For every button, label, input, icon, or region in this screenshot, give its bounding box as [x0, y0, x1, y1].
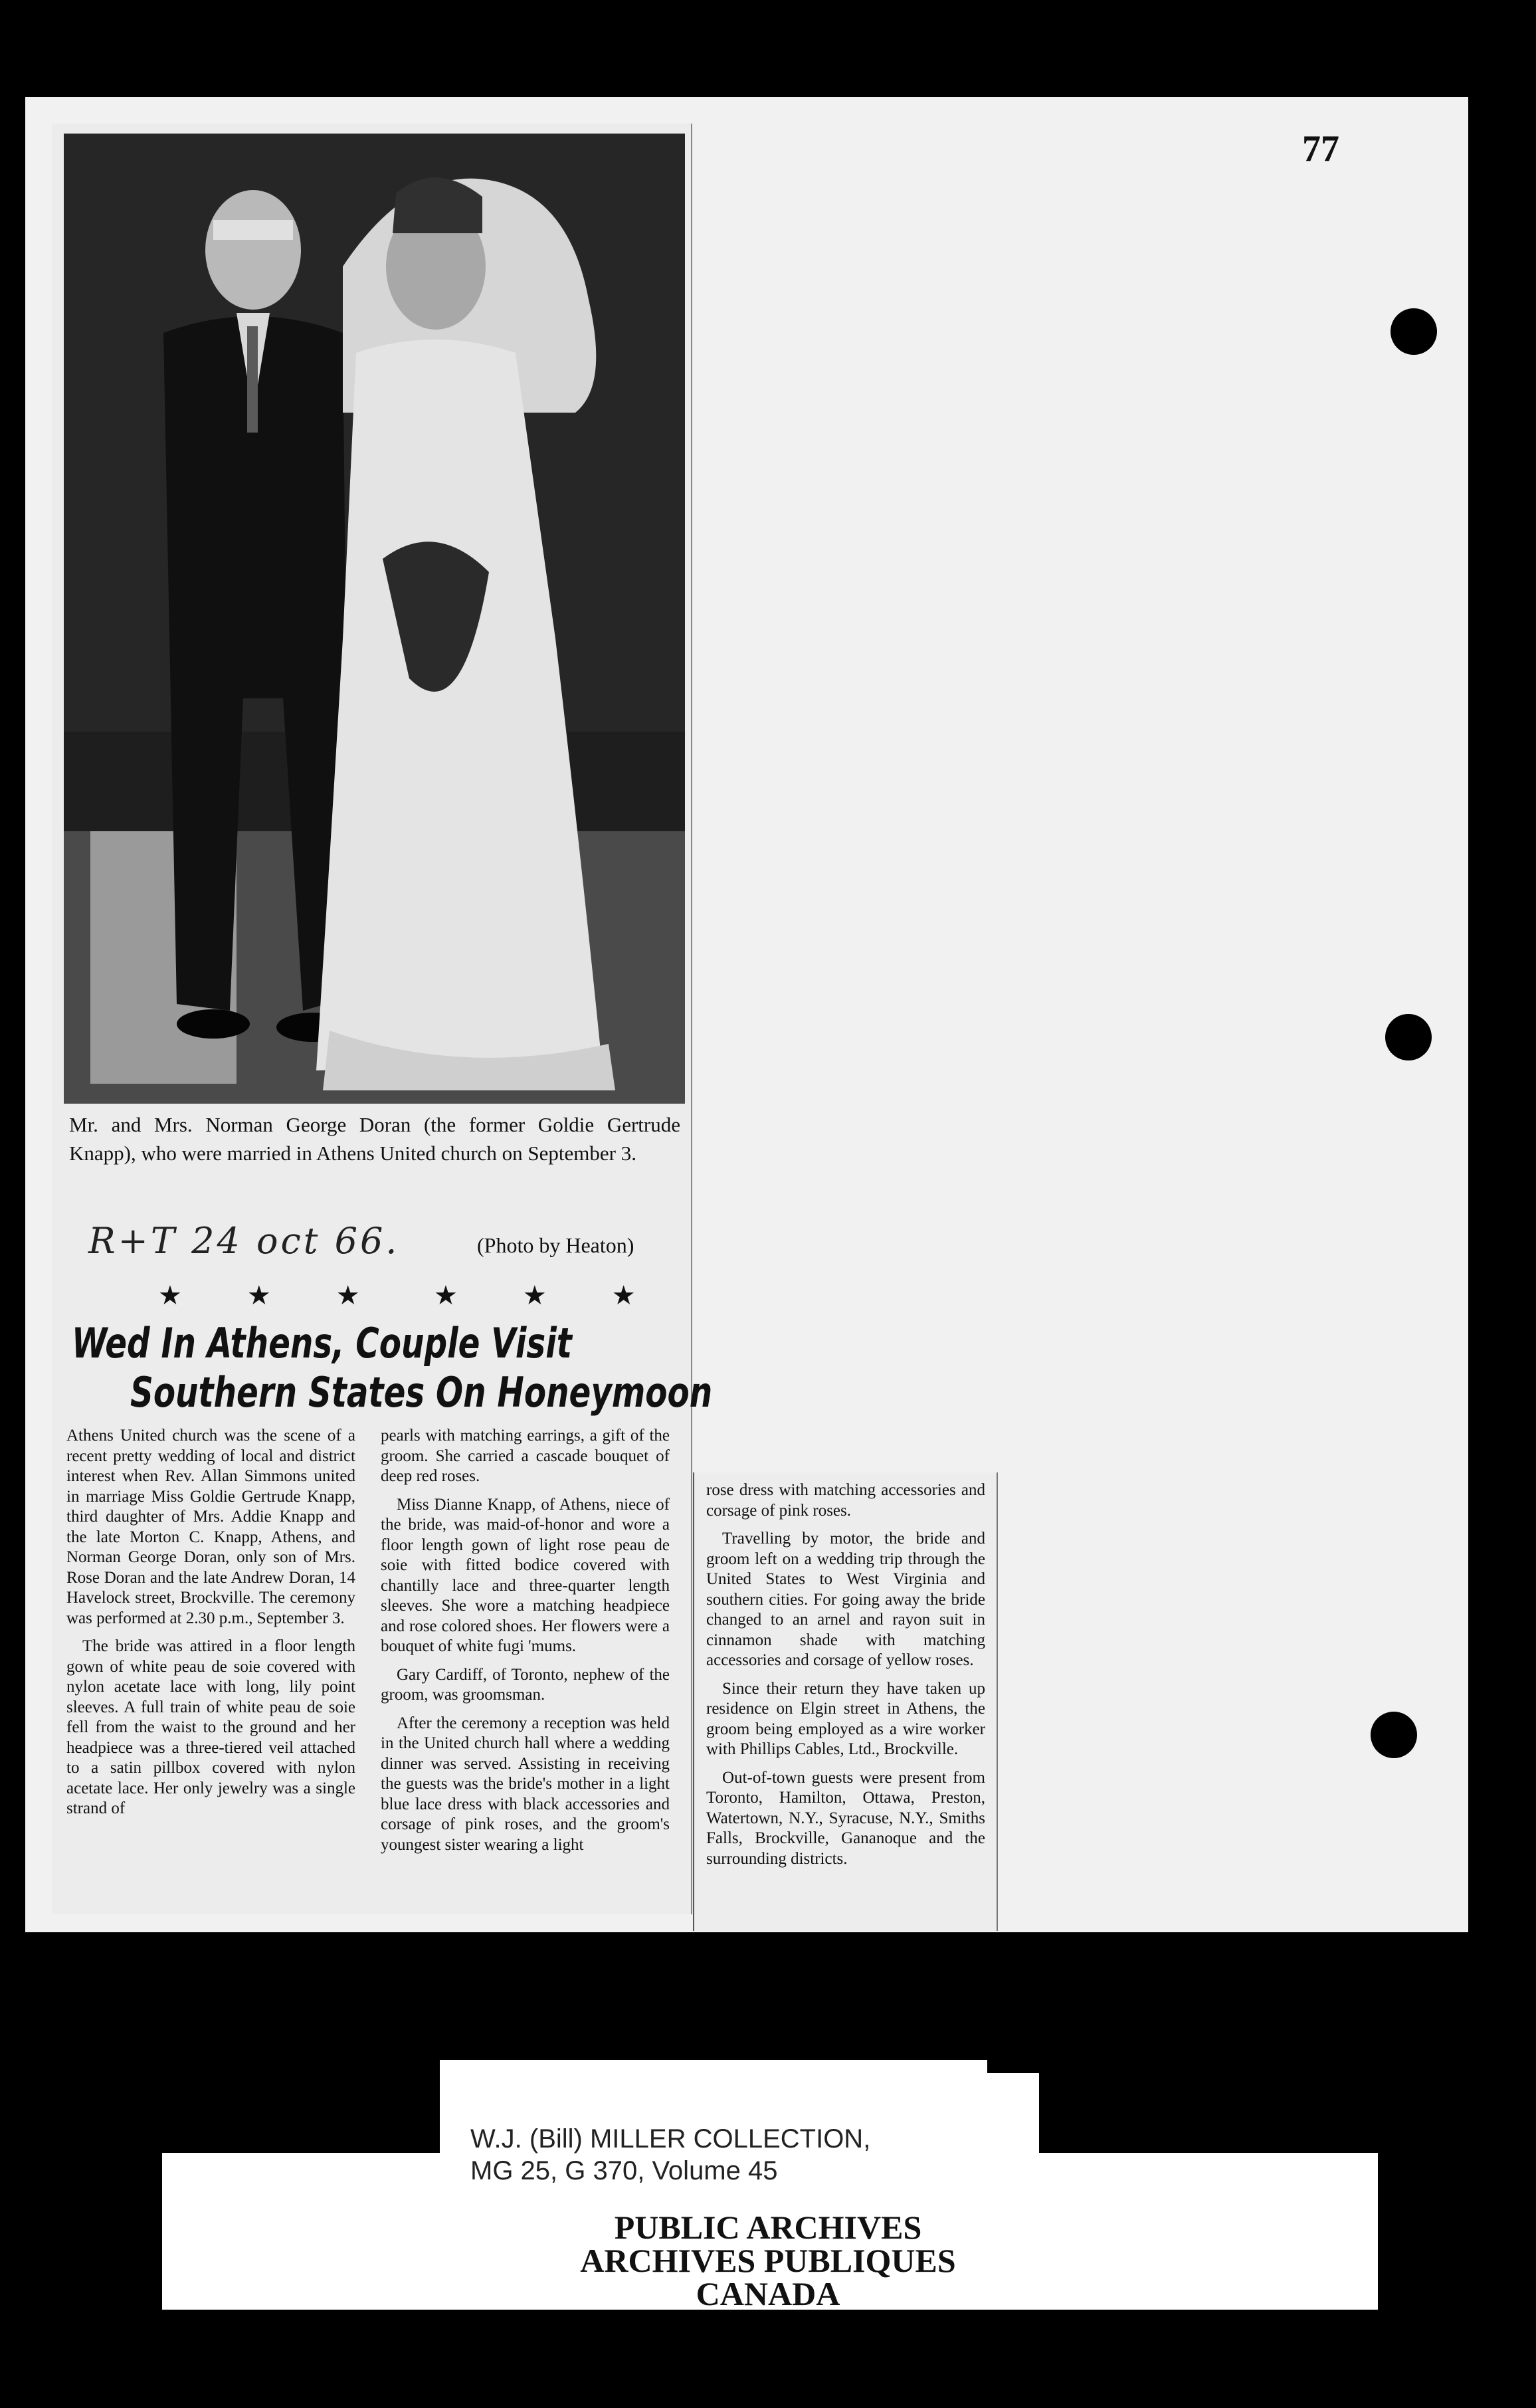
binder-hole: [1371, 1712, 1417, 1758]
article-paragraph: Out-of-town guests were present from Toronto, Hamilton, Ottawa, Preston, Watertown, N.Y., Syracuse, N.Y., Smiths Falls, Brockville, Gananoque and the surrounding districts.: [706, 1768, 985, 1868]
binder-hole: [1391, 308, 1437, 355]
article-column-2: [381, 1426, 670, 1855]
headline-line-1: Wed In Athens, Couple Visit: [72, 1319, 572, 1367]
scrapbook-page: [25, 97, 1468, 1932]
article-column-1: [66, 1426, 355, 1819]
collection-label-line: MG 25, G 370, Volume 45: [470, 2156, 778, 2185]
archive-stamp-line: CANADA: [696, 2275, 840, 2312]
article-paragraph: pearls with matching earrings, a gift of the groom. She carried a cascade bouquet of deep red roses.: [381, 1427, 670, 1485]
article-paragraph: Travelling by motor, the bride and groom left on a wedding trip through the United States to West Virginia and southern cities. For going away the bride changed to an arnel and rayon suit in cinnamon shade with matching accessories and corsage of yellow roses.: [706, 1530, 985, 1669]
binder-hole: [1385, 1014, 1432, 1060]
wedding-photo: [64, 134, 685, 1104]
photo-credit: (Photo by Heaton): [477, 1233, 634, 1257]
collection-label: [470, 2123, 870, 2187]
article-paragraph: rose dress with matching accessories and corsage of pink roses.: [706, 1481, 985, 1520]
star-divider: ★ ★ ★: [434, 1280, 665, 1310]
archive-stamp-line: ARCHIVES PUBLIQUES: [580, 2242, 956, 2279]
archive-stamp-line: PUBLIC ARCHIVES: [614, 2209, 922, 2246]
article-paragraph: Gary Cardiff, of Toronto, nephew of the groom, was groomsman.: [381, 1665, 670, 1704]
article-paragraph: Miss Dianne Knapp, of Athens, niece of the bride, was maid-of-honor and wore a floor length gown of light rose peau de soie with fitted bodice covered with chantilly lace and three-quarter length sleeves. She wore a matching headpiece and rose colored shoes. Her flowers were a bouquet of white fugi 'mums.: [381, 1495, 670, 1655]
collection-label-line: W.J. (Bill) MILLER COLLECTION,: [470, 2124, 871, 2154]
handwritten-note: R+T 24 oct 66.: [88, 1220, 400, 1262]
newspaper-clipping: [52, 124, 985, 1911]
article-paragraph: Since their return they have taken up residence on Elgin street in Athens, the groom being employed as a wire worker with Phillips Cables, Ltd., Brockville.: [706, 1679, 985, 1758]
article-paragraph: Athens United church was the scene of a recent pretty wedding of local and district interest when Rev. Allan Simmons united in marriage Miss Goldie Gertrude Knapp, third daughter of Mrs. Addie Knapp and the late Morton C. Knapp, Athens, and Norman George Doran, only son of Mrs. Rose Doran and the late Andrew Doran, 14 Havelock street, Brockville. The ceremony was performed at 2.30 p.m., September 3.: [66, 1427, 355, 1627]
star-divider: ★ ★ ★: [158, 1280, 389, 1310]
article-paragraph: The bride was attired in a floor length gown of white peau de soie covered with nylon acetate lace with long, lily point sleeves. A full train of white peau de soie fell from the waist to the ground and her headpiece was a three-tiered veil attached to a satin pillbox covered with nylon acetate lace. Her only jewelry was a single strand of: [66, 1637, 355, 1817]
article-column-3: [706, 1480, 985, 1869]
wedding-couple-illustration: [64, 134, 685, 1104]
photo-caption: Mr. and Mrs. Norman George Doran (the former Goldie Gertrude Knapp), who were married in Athens United church on September 3.: [69, 1113, 680, 1165]
headline-line-2: Southern States On Honeymoon: [130, 1368, 713, 1417]
article-paragraph: After the ceremony a reception was held in the United church hall where a wedding dinner was served. Assisting in receiving the guests was the bride's mother in a light blue lace dress with black accessories and corsage of pink roses, and the groom's youngest sister wearing a light: [381, 1714, 670, 1854]
page-number: 77: [1302, 128, 1339, 169]
